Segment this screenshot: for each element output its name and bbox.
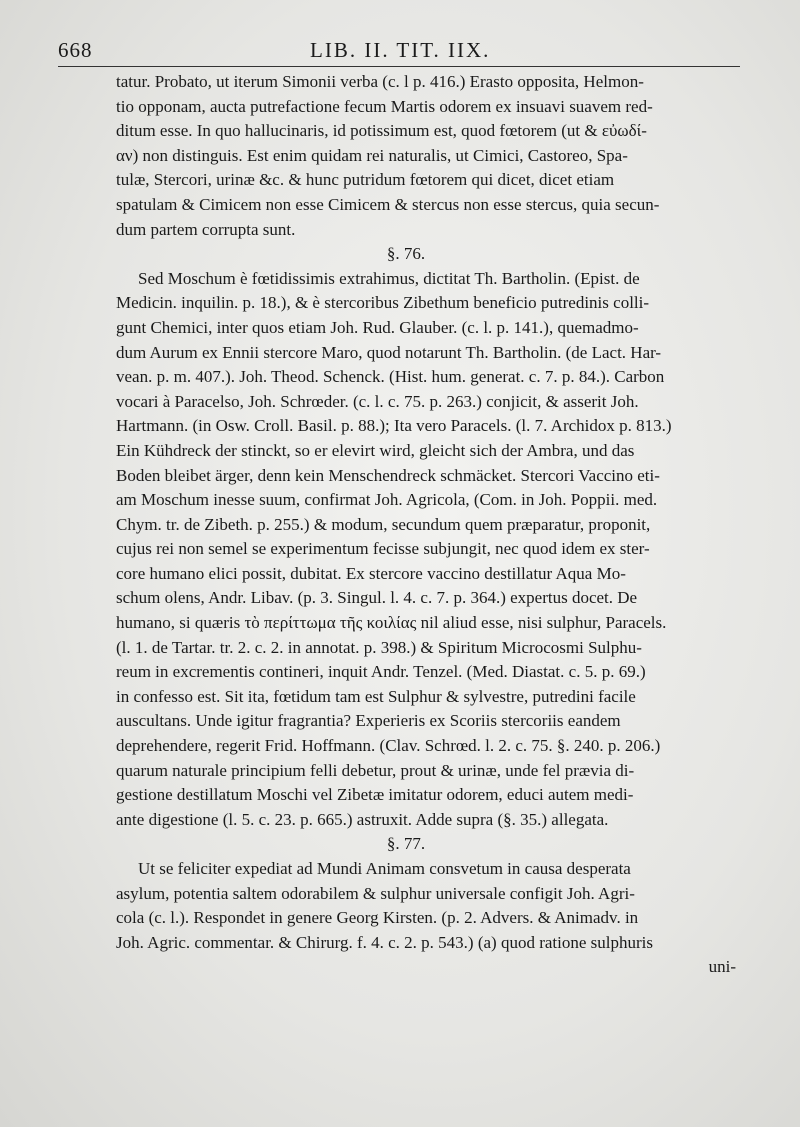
text-line: tatur. Probato, ut iterum Simonii verba (c. l p. 416.) Erasto opposita, Helmon-	[116, 72, 644, 91]
text-line: dum partem corrupta sunt.	[116, 219, 296, 239]
text-line: vean. p. m. 407.). Joh. Theod. Schenck. (Hist. hum. generat. c. 7. p. 84.). Carbon	[116, 367, 665, 387]
text-line: αν) non distinguis. Est enim quidam rei naturalis, ut Cimici, Castoreo, Spa-	[116, 145, 628, 165]
text-line: vocari à Paracelso, Joh. Schrœder. (c. l. c. 75. p. 263.) conjicit, & asserit Joh.	[116, 391, 639, 411]
text-line: Joh. Agric. commentar. & Chirurg. f. 4. c. 2. p. 543.) (a) quod ratione sulphuris	[116, 932, 653, 952]
text-line: spatulam & Cimicem non esse Cimicem & stercus non esse stercus, quia secun-	[116, 194, 660, 214]
text-line: ditum esse. In quo hallucinaris, id potissimum est, quod fœtorem (ut & εὐωδί-	[116, 121, 647, 141]
section-heading-77: §. 77.	[386, 834, 426, 854]
page-number: 668	[58, 38, 93, 62]
section-heading-76: §. 76.	[386, 244, 426, 264]
text-line: reum in excrementis contineri, inquit Andr. Tenzel. (Med. Diastat. c. 5. p. 69.)	[116, 662, 646, 682]
text-line: Boden bleibet ärger, denn kein Menschendreck schmäcket. Stercori Vaccino eti-	[116, 465, 660, 485]
text-line: Hartmann. (in Osw. Croll. Basil. p. 88.); Ita vero Paracels. (l. 7. Archidox p. 813.)	[116, 416, 672, 436]
text-line: (l. 1. de Tartar. tr. 2. c. 2. in annotat. p. 398.) & Spiritum Microcosmi Sulphu-	[116, 637, 642, 657]
text-line: Ein Kühdreck der stinckt, so er elevirt wird, gleicht sich der Ambra, und das	[116, 440, 635, 460]
text-line: Ut se feliciter expediat ad Mundi Animam consvetum in causa desperata	[138, 859, 631, 878]
text-line: auscultans. Unde igitur fragrantia? Experieris ex Scoriis stercoriis eandem	[116, 711, 621, 731]
text-line: Medicin. inquilin. p. 18.), & è stercoribus Zibethum beneficio putredinis colli-	[116, 293, 650, 313]
text-line: schum olens, Andr. Libav. (p. 3. Singul. l. 4. c. 7. p. 364.) expertus docet. De	[116, 588, 638, 608]
header-rule	[58, 66, 740, 67]
text-line: in confesso est. Sit ita, fœtidum tam est Sulphur & sylvestre, putredini facile	[116, 686, 636, 706]
text-line: humano, si quæris τὸ περίττωμα τῆς κοιλίας nil aliud esse, nisi sulphur, Paracels.	[116, 613, 667, 633]
text-line: cujus rei non semel se experimentum fecisse subjungit, nec quod idem ex ster-	[116, 539, 650, 559]
text-line: gunt Chemici, inter quos etiam Joh. Rud. Glauber. (c. l. p. 141.), quemadmo-	[116, 317, 639, 337]
catchword: uni-	[708, 957, 736, 977]
text-line: asylum, potentia saltem odorabilem & sulphur universale configit Joh. Agri-	[116, 883, 635, 903]
body-text	[116, 70, 736, 980]
text-line: tio opponam, aucta putrefactione fecum Martis odorem ex insuavi suavem red-	[116, 96, 653, 116]
text-line: tulæ, Stercori, urinæ &c. & hunc putridum fœtorem qui dicet, dicet etiam	[116, 170, 615, 190]
text-line: Chym. tr. de Zibeth. p. 255.) & modum, secundum quem præparatur, proponit,	[116, 514, 651, 534]
text-line: dum Aurum ex Ennii stercore Maro, quod notarunt Th. Bartholin. (de Lact. Har-	[116, 342, 662, 362]
running-head: LIB. II. TIT. IIX.	[310, 38, 491, 62]
page-header	[58, 38, 748, 64]
text-line: Sed Moschum è fœtidissimis extrahimus, dictitat Th. Bartholin. (Epist. de	[138, 268, 640, 288]
text-line: gestione destillatum Moschi vel Zibetæ imitatur odorem, educi autem medi-	[116, 785, 634, 805]
text-line: deprehendere, regerit Frid. Hoffmann. (Clav. Schrœd. l. 2. c. 75. §. 240. p. 206.)	[116, 736, 661, 756]
text-line: cola (c. l.). Respondet in genere Georg Kirsten. (p. 2. Advers. & Animadv. in	[116, 908, 639, 928]
text-line: ante digestione (l. 5. c. 23. p. 665.) astruxit. Adde supra (§. 35.) allegata.	[116, 809, 609, 829]
text-line: am Moschum inesse suum, confirmat Joh. Agricola, (Com. in Joh. Poppii. med.	[116, 490, 658, 510]
text-line: quarum naturale principium felli debetur, prout & urinæ, unde fel prævia di-	[116, 760, 635, 780]
text-line: core humano elici possit, dubitat. Ex stercore vaccino destillatur Aqua Mo-	[116, 563, 626, 583]
